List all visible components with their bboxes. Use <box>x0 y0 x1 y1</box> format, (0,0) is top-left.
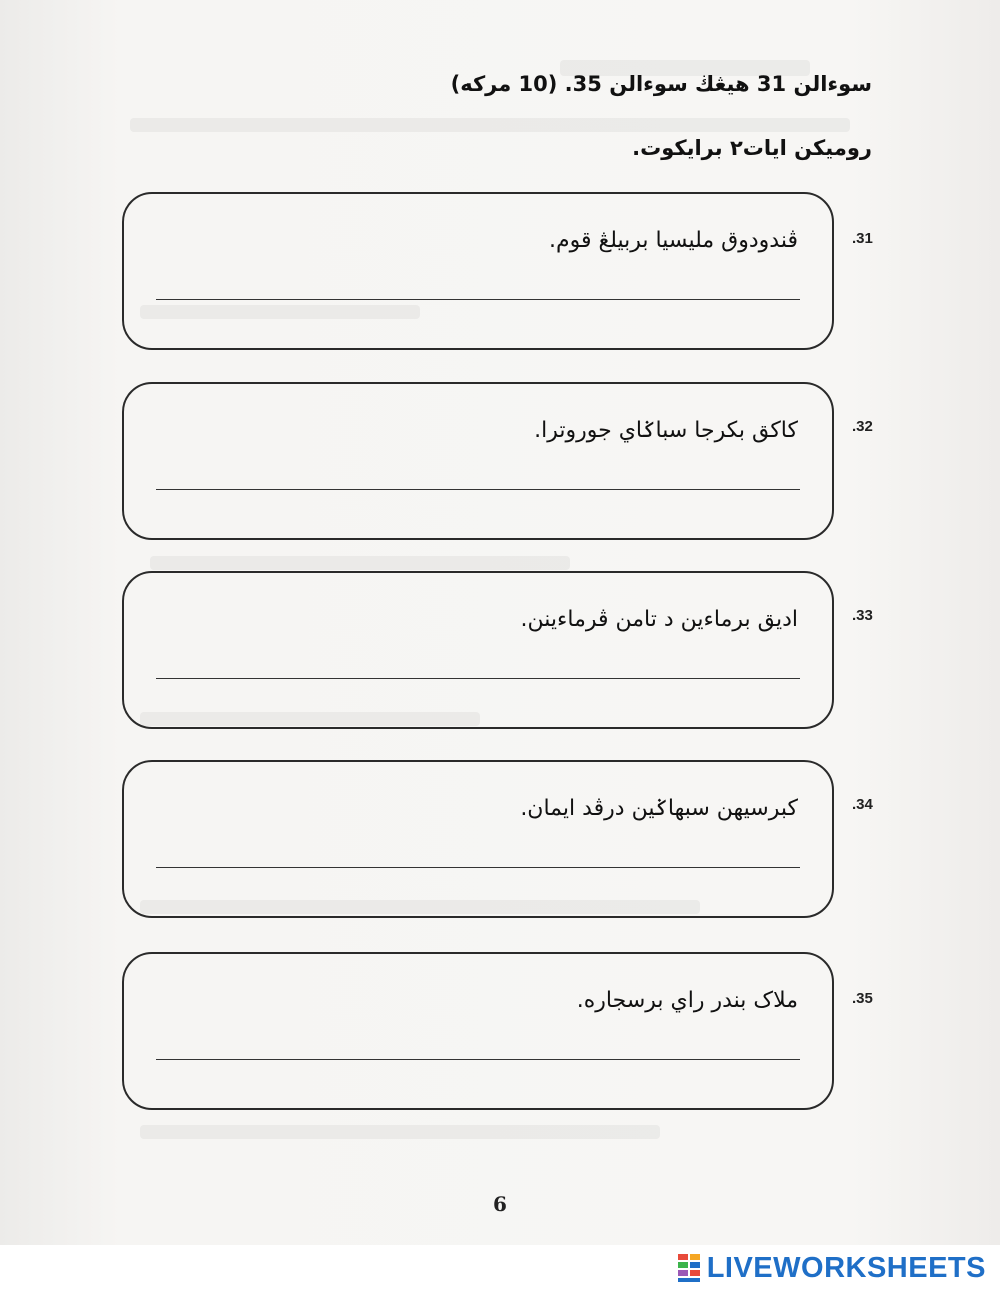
instruction-line-1: سوءالن 31 هيڠڬ سوءالن 35. (10 مرکه) <box>450 72 872 96</box>
brand-text: LIVEWORKSHEETS <box>706 1251 986 1284</box>
question-text: اديق برماءين د تامن ڤرماءينن. <box>520 607 798 632</box>
question-text: ملاک بندر راي برسجاره. <box>576 988 798 1013</box>
bleed-through-mark <box>130 118 850 132</box>
question-text: کاکق بکرجا سباݢاي جوروترا. <box>534 418 798 443</box>
question-box-32 <box>122 382 834 540</box>
question-box-35 <box>122 952 834 1110</box>
answer-line-34[interactable] <box>156 867 800 868</box>
question-box-33 <box>122 571 834 729</box>
answer-line-32[interactable] <box>156 489 800 490</box>
answer-line-31[interactable] <box>156 299 800 300</box>
question-number: .33 <box>852 607 873 624</box>
instruction-line-2: روميکن ايات٢ برايکوت. <box>632 136 872 160</box>
question-number: .32 <box>852 418 873 435</box>
question-number: .34 <box>852 796 873 813</box>
question-text: کبرسيهن سبهاݢين درڤد ايمان. <box>520 796 798 821</box>
question-box-34 <box>122 760 834 918</box>
bleed-through-mark <box>150 556 570 570</box>
question-text: ڤندودوق مليسيا بربيلڠ قوم. <box>549 228 798 253</box>
question-box-31 <box>122 192 834 350</box>
page-number: 6 <box>493 1192 507 1216</box>
answer-line-33[interactable] <box>156 678 800 679</box>
question-number: .35 <box>852 990 873 1007</box>
answer-line-35[interactable] <box>156 1059 800 1060</box>
liveworksheets-brand[interactable] <box>677 1251 986 1285</box>
liveworksheets-logo-icon <box>677 1253 703 1283</box>
bleed-through-mark <box>140 1125 660 1139</box>
question-number: .31 <box>852 230 873 247</box>
footer-bar <box>0 1245 1000 1291</box>
